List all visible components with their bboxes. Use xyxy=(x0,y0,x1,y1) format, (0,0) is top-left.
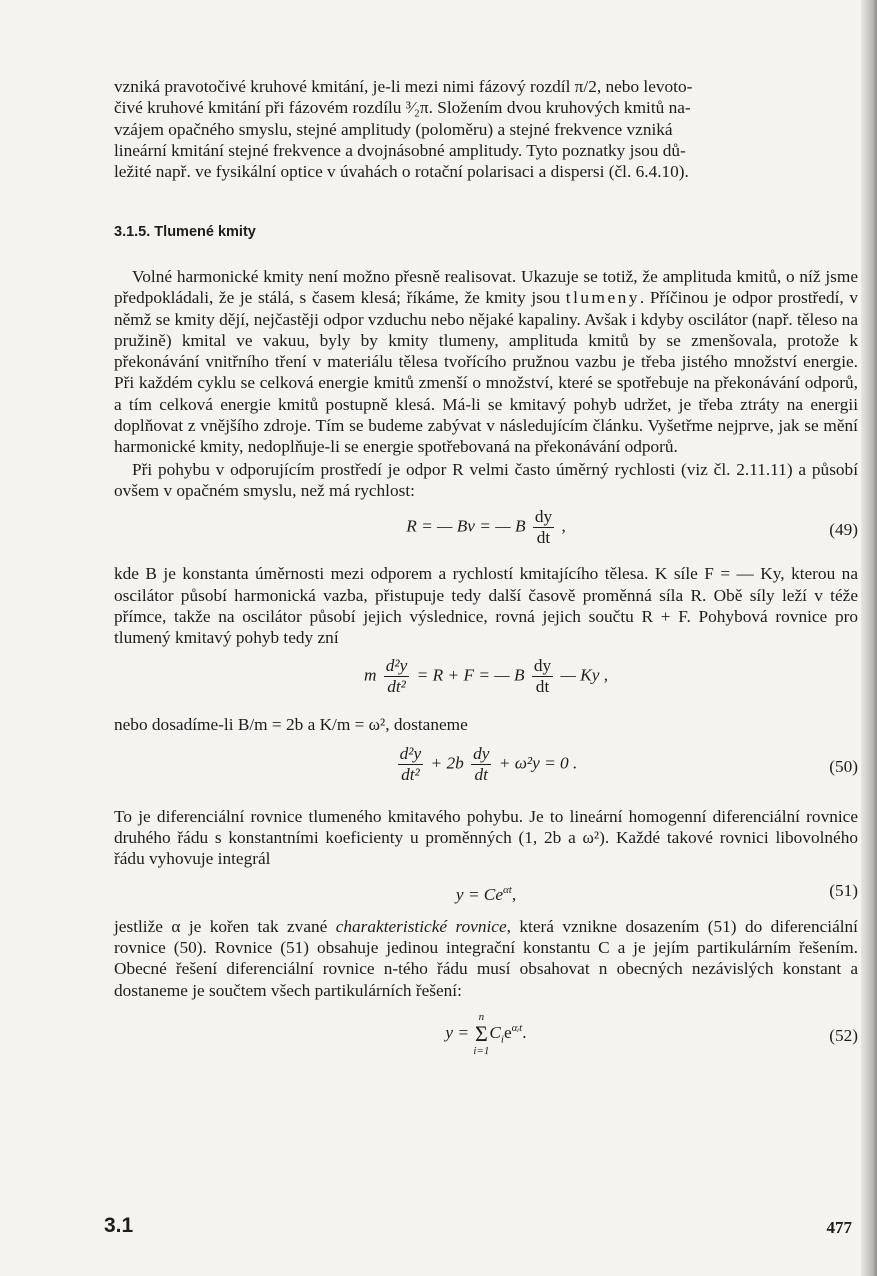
eq49-numerator: dy xyxy=(534,507,553,527)
eq50-fraction-1 xyxy=(398,744,424,785)
intro-line: vzájem opačného smyslu, stejné amplitudy (poloměru) a stejné frekvence vzniká xyxy=(114,119,673,139)
paragraph-text: . Příčinou je odpor prostředí, v němž se kmity dějí, nejčastěji odpor vzduchu nebo nějaké kapaliny. Avšak i kdyby oscilátor (např. těleso na pružině) kmital ve vakuu, byly by kmity tlumeny, amplituda kmitů by se zmenšovala, protože k překonávání vnitřního tření v materiálu tělesa tvořícího pružnou vazbu je třeba jistého množství energie. Při každém cyklu se celková energie kmitů zmenší o množství, které se spotřebuje na překonávání odporů, a tím celková energie kmitů postupně klesá. Má-li se kmitavý pohyb udržet, je třeba ztráty na energii doplňovat z vnějšího zdroje. Tím se budeme zabývat v následujícím článku. Vyšetřme nejprve, jak se mění harmonické kmity, nedoplňuje-li se energie spotřebovaná na překonávání odporů. xyxy=(114,288,858,457)
eq51-tail: , xyxy=(511,884,517,904)
eq50-denominator-1: dt² xyxy=(401,764,420,784)
intro-line: lineární kmitání stejné frekvence a dvojnásobné amplitudy. Tyto poznatky jsou dů- xyxy=(114,140,686,160)
eq52-e: e xyxy=(503,1022,512,1042)
paragraph-damping-intro xyxy=(114,266,858,458)
eq49-number: (49) xyxy=(829,520,858,540)
eq50-plus: + 2b xyxy=(430,753,464,773)
eq50-number: (50) xyxy=(829,756,858,776)
eq52-subscript: i xyxy=(500,1033,504,1046)
term-tlumeny: tlumeny xyxy=(565,288,640,308)
footer-page-number: 477 xyxy=(826,1218,852,1237)
eq49-denominator: dt xyxy=(536,528,551,548)
page-edge-shadow xyxy=(861,0,877,1276)
eq52-term: C xyxy=(489,1022,501,1042)
intro-paragraph xyxy=(114,76,858,182)
eq-motion-fraction-1 xyxy=(384,656,410,697)
eq52-exponent: αᵢt xyxy=(511,1022,523,1035)
eq50-denominator-2: dt xyxy=(474,764,488,784)
paragraph-substitution: nebo dosadíme-li B/m = 2b a K/m = ω², dostaneme xyxy=(114,715,468,735)
intro-line: čivé kruhové kmitání při fázovém rozdílu ³⁄₂π. Složením dvou kruhových kmitů na- xyxy=(114,98,691,118)
eq52-sum xyxy=(473,1011,489,1057)
equation-51 xyxy=(114,880,858,916)
eq52-upper-limit: n xyxy=(478,1010,485,1023)
eq-motion-tail: — Ky , xyxy=(560,665,609,685)
paragraph-text: Volné harmonické kmity není možno přesně realisovat. Ukazuje se totiž, že amplituda kmitů, o níž jsme předpokládali, že je stálá, s časem klesá; říkáme, že kmity jsou xyxy=(114,267,858,308)
eq52-lhs: y = xyxy=(445,1022,470,1042)
eq-motion-denominator-1: dt² xyxy=(387,677,406,697)
eq52-tail: . xyxy=(522,1022,527,1042)
footer-section-number: 3.1 xyxy=(104,1214,134,1237)
intro-line: vzniká pravotočivé kruhové kmitání, je-li mezi nimi fázový rozdíl π/2, nebo levoto- xyxy=(114,77,693,96)
paragraph-text: jestliže α je kořen tak zvané xyxy=(114,916,328,936)
paragraph-characteristic xyxy=(114,916,858,1001)
eq-motion-numerator-2: dy xyxy=(533,656,552,676)
term-characteristic-equation: charakteristické rovnice xyxy=(335,916,507,936)
intro-line: ležité např. ve fysikální optice v úvahách o rotační polarisaci a dispersi (čl. 6.4.10). xyxy=(114,162,689,182)
equation-52 xyxy=(114,1011,858,1061)
paragraph-resistance: Při pohybu v odporujícím prostředí je odpor R velmi často úměrný rychlosti (viz čl. 2.11.11) a působí ovšem v opačném smyslu, než má rychlost: xyxy=(114,459,858,500)
equation-motion xyxy=(114,656,858,714)
eq52-lower-limit: i=1 xyxy=(473,1044,490,1057)
eq49-tail: , xyxy=(561,516,566,536)
eq51-exponent: αt xyxy=(503,883,512,896)
eq-motion-fraction-2 xyxy=(532,656,553,697)
eq50-tail: + ω²y = 0 . xyxy=(498,753,578,773)
eq52-sigma: Σ xyxy=(474,1020,488,1046)
paragraph-constant-b: kde B je konstanta úměrnosti mezi odporem a rychlostí kmitajícího tělesa. K síle F = — Ky, kterou na oscilátor působí harmonická vazba, přistupuje tedy další časově proměnná síla R. Obě síly leží v téže přímce, takže na oscilátor působí jejich výslednice, rovná jejich součtu R + F. Pohybová rovnice pro tlumený kmitavý pohyb tedy zní xyxy=(114,564,858,648)
eq49-fraction xyxy=(533,507,554,548)
eq52-number: (52) xyxy=(829,1025,858,1045)
eq50-numerator-1: d²y xyxy=(399,743,422,763)
eq49-lhs: R = — Bv = — B xyxy=(406,516,526,536)
eq51-number: (51) xyxy=(829,880,858,900)
paragraph-text: , která vznikne dosazením (51) do diferenciální rovnice (50). Rovnice (51) obsahuje jedinou integrační konstantu C a je jejím partikulárním řešením. Obecné řešení diferenciální rovnice n-tého řádu musí obsahovat n obecných nezávislých konstant a dostaneme je součtem všech partikulárních řešení: xyxy=(114,916,858,1000)
equation-49 xyxy=(114,507,858,563)
eq-motion-numerator-1: d²y xyxy=(385,656,408,676)
eq-motion-middle: = R + F = — B xyxy=(416,665,525,685)
section-heading: 3.1.5. Tlumené kmity xyxy=(114,224,256,240)
equation-50 xyxy=(114,744,858,806)
eq50-fraction-2 xyxy=(471,744,491,785)
eq-motion-mass: m xyxy=(363,665,377,685)
paragraph-differential-equation: To je diferenciální rovnice tlumeného kmitavého pohybu. Je to lineární homogenní diferenciální rovnice druhého řádu s konstantními koeficienty u proměnných (1, 2b a ω²). Každé takové rovnici libovolného řádu vyhovuje integrál xyxy=(114,806,858,869)
eq50-numerator-2: dy xyxy=(473,743,490,763)
eq-motion-denominator-2: dt xyxy=(535,677,550,697)
eq51-body: y = Ce xyxy=(455,884,503,904)
